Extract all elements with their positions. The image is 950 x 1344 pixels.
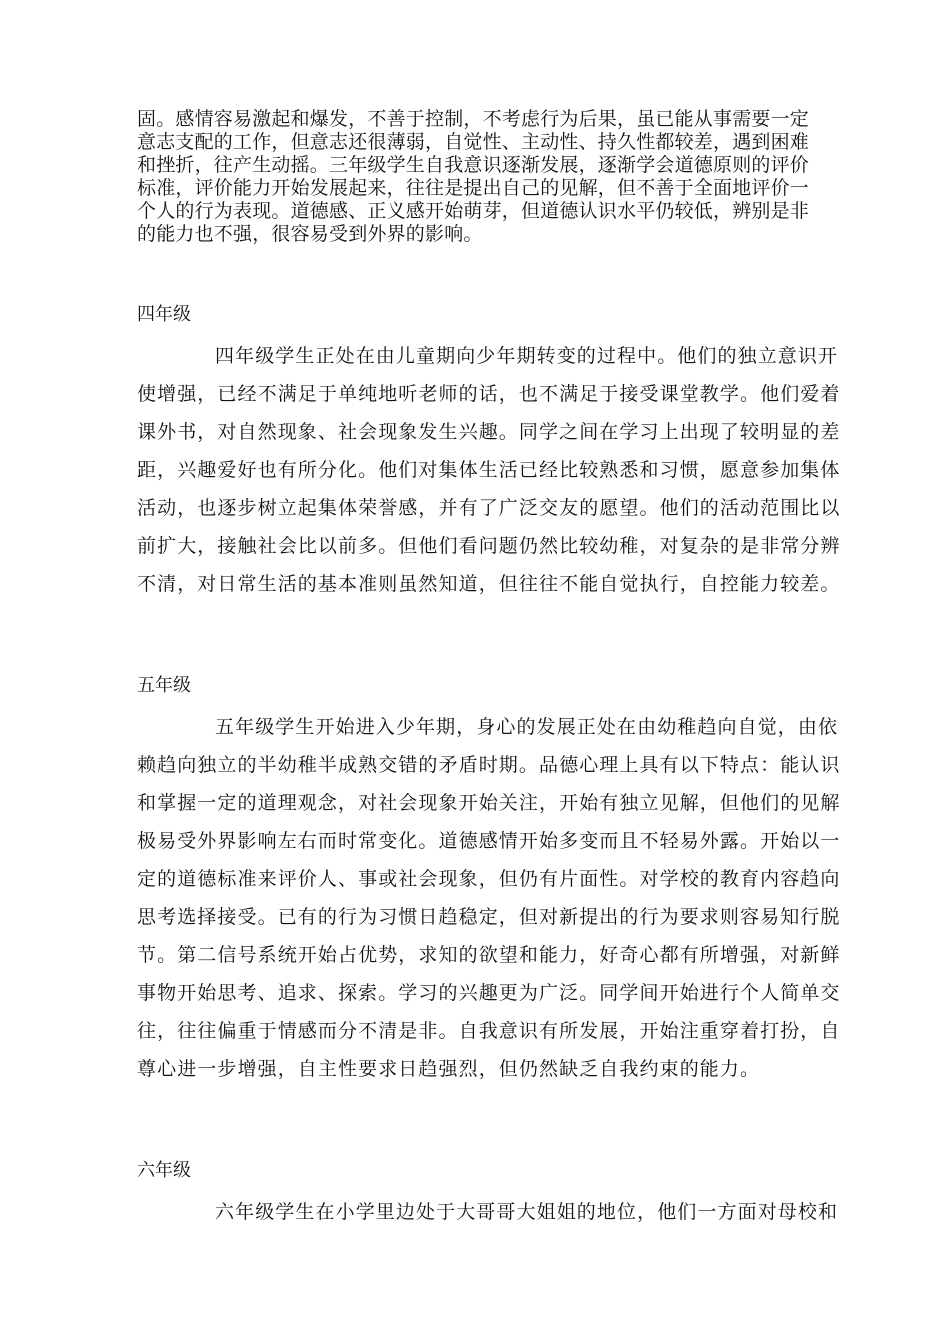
paragraph-line: 尊心进一步增强，自主性要求日趋强烈，但仍然缺乏自我约束的能力。 — [137, 1058, 761, 1080]
paragraph-line: 赖趋向独立的半幼稚半成熟交错的矛盾时期。品德心理上具有以下特点：能认识 — [137, 754, 841, 776]
paragraph-line: 极易受外界影响左右而时常变化。道德感情开始多变而且不轻易外露。开始以一 — [137, 830, 841, 852]
paragraph-line: 思考选择接受。已有的行为习惯日趋稳定，但对新提出的行为要求则容易知行脱 — [137, 906, 841, 928]
paragraph-line: 五年级学生开始进入少年期，身心的发展正处在由幼稚趋向自觉，由依 — [215, 716, 839, 738]
paragraph-line: 定的道德标准来评价人、事或社会现象，但仍有片面性。对学校的教育内容趋向 — [137, 868, 841, 890]
paragraph-line: 个人的行为表现。道德感、正义感开始萌芽，但道德认识水平仍较低，辨别是非 — [137, 200, 810, 222]
paragraph-line: 四年级学生正处在由儿童期向少年期转变的过程中。他们的独立意识开 — [215, 345, 839, 367]
paragraph-line: 距，兴趣爱好也有所分化。他们对集体生活已经比较熟悉和习惯，愿意参加集体 — [137, 459, 841, 481]
paragraph-line: 课外书，对自然现象、社会现象发生兴趣。同学之间在学习上出现了较明显的差 — [137, 421, 841, 443]
paragraph-line: 事物开始思考、追求、探索。学习的兴趣更为广泛。同学间开始进行个人简单交 — [137, 982, 841, 1004]
paragraph-line: 前扩大，接触社会比以前多。但他们看问题仍然比较幼稚，对复杂的是非常分辨 — [137, 535, 841, 557]
paragraph-line: 意志支配的工作，但意志还很薄弱，自觉性、主动性、持久性都较差，遇到困难 — [137, 131, 810, 153]
section-heading: 四年级 — [137, 304, 191, 325]
paragraph-line: 不清，对日常生活的基本准则虽然知道，但往往不能自觉执行，自控能力较差。 — [137, 573, 841, 595]
section-heading: 六年级 — [137, 1160, 191, 1181]
paragraph-line: 往，往往偏重于情感而分不清是非。自我意识有所发展，开始注重穿着打扮，自 — [137, 1020, 841, 1042]
paragraph-line: 使增强，已经不满足于单纯地听老师的话，也不满足于接受课堂教学。他们爱着 — [137, 383, 841, 405]
paragraph-line: 六年级学生在小学里边处于大哥哥大姐姐的地位，他们一方面对母校和 — [215, 1201, 839, 1223]
paragraph-line: 活动，也逐步树立起集体荣誉感，并有了广泛交友的愿望。他们的活动范围比以 — [137, 497, 841, 519]
paragraph-line: 和掌握一定的道理观念，对社会现象开始关注，开始有独立见解，但他们的见解 — [137, 792, 841, 814]
paragraph-line: 标准，评价能力开始发展起来，往往是提出自己的见解，但不善于全面地评价一 — [137, 177, 810, 199]
section-heading: 五年级 — [137, 675, 191, 696]
paragraph-line: 的能力也不强，很容易受到外界的影响。 — [137, 223, 483, 245]
paragraph-line: 和挫折，往产生动摇。三年级学生自我意识逐渐发展，逐渐学会道德原则的评价 — [137, 154, 810, 176]
paragraph-line: 固。感情容易激起和爆发，不善于控制，不考虑行为后果，虽已能从事需要一定 — [137, 108, 810, 130]
paragraph-line: 节。第二信号系统开始占优势，求知的欲望和能力，好奇心都有所增强，对新鲜 — [137, 944, 841, 966]
